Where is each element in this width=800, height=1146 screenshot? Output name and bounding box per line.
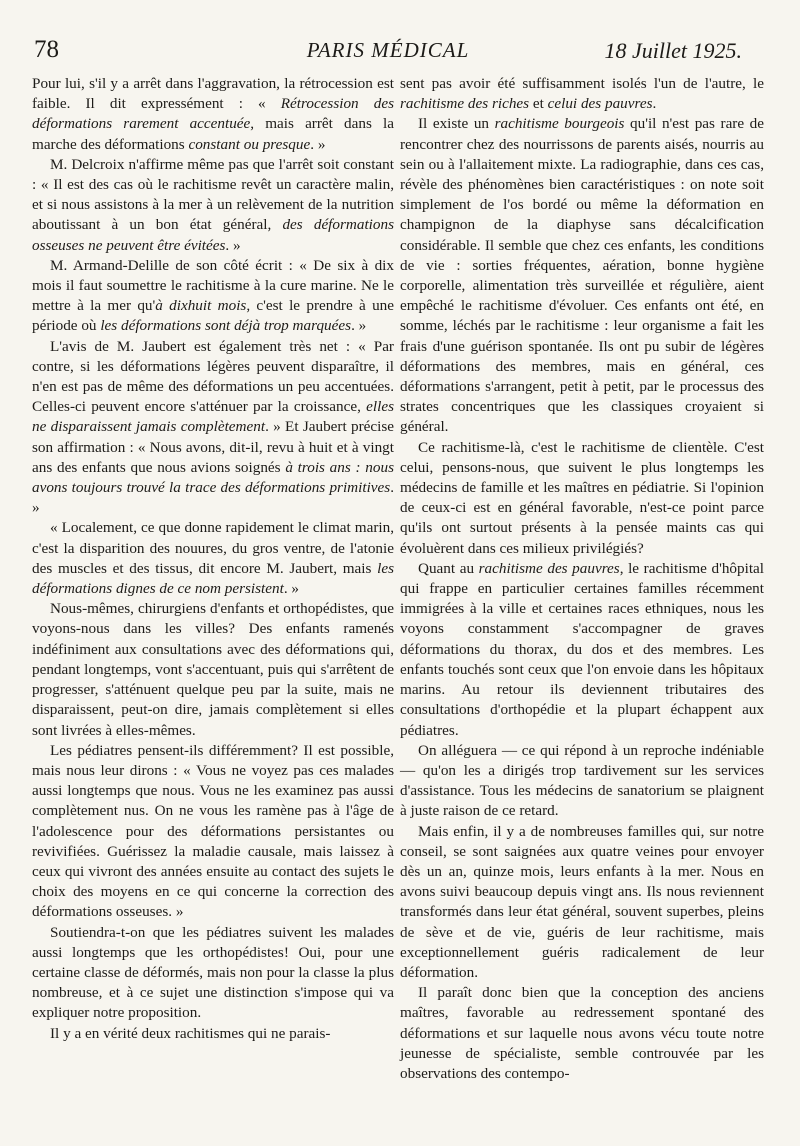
left-column — [32, 74, 394, 1044]
page-number: 78 — [34, 36, 59, 63]
paragraph: Les pédiatres pensent-ils différemment? Il est possible, mais nous leur dirons : « Vous ne voyez pas ces malades aussi longtemps que nous. Vous ne les examinez pas aussi complètement nus. On ne vous les ramène pas à l'âge de l'adolescence pour des déformations persistantes ou revivifiées. Guérissez la maladie causale, mais laissez à ceux qui vivront des années ensuite au contact des sujets le choix des moyens en ce qui concerne la correction des déformations osseuses. » — [32, 741, 394, 921]
paragraph: M. Delcroix n'affirme même pas que l'arrêt soit constant : « Il est des cas où le rachitisme revêt un caractère malin, et si nous assistons à la mer à un relèvement de la nutrition aboutissant à un bon état général, des déformations osseuses ne peuvent être évitées. » — [32, 155, 395, 254]
paragraph: sent pas avoir été suffisamment isolés l'un de l'autre, le rachitisme des riches et celui des pauvres. — [400, 75, 764, 113]
paragraph: « Localement, ce que donne rapidement le climat marin, c'est la disparition des nouures, du gros ventre, de l'atonie des muscles et des tissus, dit encore M. Jaubert, mais les déformations dignes de ce nom persistent. » — [32, 519, 394, 598]
issue-date: 18 Juillet 1925. — [604, 38, 742, 63]
right-column — [400, 74, 764, 1084]
paragraph: On alléguera — ce qui répond à un reproche indéniable — qu'on les a dirigés trop tardivement sur les services d'assistance. Tous les médecins de sanatorium se plaignent à juste raison de ce retard. — [400, 741, 764, 820]
paragraph: Pour lui, s'il y a arrêt dans l'aggravation, la rétrocession est faible. Il dit expressément : « Rétrocession des déformations rarement accentuée, mais arrêt dans la marche des déformations constant ou presque. » — [32, 75, 394, 153]
journal-title: PARIS MÉDICAL — [306, 38, 470, 62]
paragraph: Il y a en vérité deux rachitismes qui ne parais- — [50, 1024, 331, 1042]
paragraph: Nous-mêmes, chirurgiens d'enfants et orthopédistes, que voyons-nous dans les villes? Des enfants ramenés indéfiniment aux consultations avec des déformations qui, pendant longtemps, vont s'accentuant, puis qui s'arrêtent de progresser, s'atténuent quelque peu par la suite, mais ne disparaissent, peut-on dire, jamais complètement si elles sont livrées à elles-mêmes. — [32, 600, 394, 739]
paragraph: Soutiendra-t-on que les pédiatres suivent les malades aussi longtemps que les orthopédistes! Oui, pour une certaine classe de déformés, mais non pour la classe la plus nombreuse, et à ce sujet une distinction s'impose qui va expliquer notre proposition. — [32, 923, 394, 1022]
paragraph: Ce rachitisme-là, c'est le rachitisme de clientèle. C'est celui, pensons-nous, que suivent le plus longtemps les médecins de famille et les maîtres en pédiatrie. Si l'opinion de ceux-ci est en général favorable, n'est-ce point parce qu'ils ont surtout présents à la pensée maints cas qui évoluèrent dans ces milieux privilégiés? — [400, 438, 764, 557]
paragraph: M. Armand-Delille de son côté écrit : « De six à dix mois il faut soumettre le rachitisme à la cure marine. Ne le mettre à la mer qu'à dixhuit mois, c'est le prendre à une période où les déformations sont déjà trop marquées. » — [32, 256, 395, 335]
paragraph: Quant au rachitisme des pauvres, le rachitisme d'hôpital qui frappe en particulier certaines familles récemment immigrées à la ville et certaines races ethniques, nous les voyons constamment s'accompagner de graves déformations du thorax, du dos et des membres. Les enfants touchés sont ceux que l'on envoie dans les hôpitaux marins. Au retour ils deviennent tributaires des consultations d'orthopédie et la plupart échappent aux pédiatres. — [400, 559, 764, 739]
paragraph: Il existe un rachitisme bourgeois qu'il n'est pas rare de rencontrer chez des nourrissons de parents aisés, nourris au sein ou à l'allaitement mixte. La radiographie, dans ces cas, révèle des phénomènes bien caractéristiques : on note soit simplement de l'os bordé ou même la déformation en champignon de la diaphyse sans décalcification considérable. Il semble que chez ces enfants, les conditions de vie : sorties fréquentes, aération, bonne hygiène corporelle, alimentation très surveillée et régulière, aient empêché le rachitisme d'évoluer. Ces enfants ont été, en somme, léchés par le rachitisme : leur organisme a fait les frais d'une guérison spontanée. Ils ont pu subir de légères déformations des membres, mais en général, ces déformations s'arrangent, petit à petit, par le processus des strates concentriques que les classiques croyaient si général. — [400, 115, 764, 436]
paragraph: Il paraît donc bien que la conception des anciens maîtres, favorable au redressement spontané des déformations et sur laquelle nous avons vécu toute notre jeunesse de spécialiste, semble controuvée par les observations des contempo- — [400, 984, 764, 1082]
page-header — [34, 36, 742, 72]
paragraph: Mais enfin, il y a de nombreuses familles qui, sur notre conseil, se sont saignées aux quatre veines pour envoyer dès un an, quinze mois, leurs enfants à la mer. Nous en avons suivi beaucoup depuis vingt ans. Ils nous reviennent transformés dans leur état général, souvent superbes, pleins de sève et de vie, guéris de leur rachitisme, mais exceptionnellement guéris radicalement de leur déformation. — [400, 822, 764, 981]
paragraph: L'avis de M. Jaubert est également très net : « Par contre, si les déformations légères peuvent disparaître, il n'en est pas de même des déformations un peu accentuées. Celles-ci peuvent encore s'atténuer par la croissance, elles ne disparaissent jamais complètement. » Et Jaubert précise son affirmation : « Nous avons, dit-il, revu à huit et à vingt ans des enfants que nous avions soignés à trois ans : nous avons toujours trouvé la trace des déformations primitives. » — [32, 337, 394, 517]
